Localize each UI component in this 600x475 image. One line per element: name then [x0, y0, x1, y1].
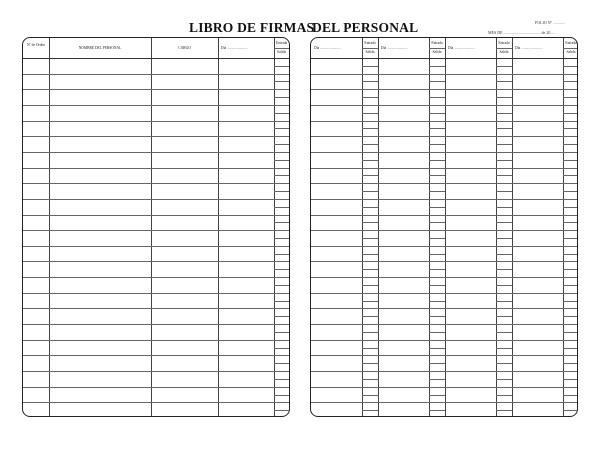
- subrow-line: [496, 81, 512, 82]
- subrow-line: [274, 238, 290, 239]
- subrow-line: [429, 379, 445, 380]
- right-signature-table: [310, 37, 578, 417]
- subrow-line: [274, 395, 290, 396]
- row-line: [311, 152, 577, 153]
- subrow-line: [274, 66, 290, 67]
- subrow-line: [362, 285, 378, 286]
- subrow-line: [496, 285, 512, 286]
- subrow-line: [563, 410, 578, 411]
- day-group-divider: [512, 38, 513, 416]
- header-separator: [311, 58, 577, 59]
- entry-exit-column-divider: [362, 38, 363, 416]
- entry-exit-column-divider: [563, 38, 564, 416]
- row-line: [23, 308, 289, 309]
- day-column-header: Día .......................: [221, 46, 248, 50]
- row-line: [311, 215, 577, 216]
- row-line: [23, 230, 289, 231]
- subrow-line: [496, 363, 512, 364]
- row-line: [23, 121, 289, 122]
- subrow-line: [274, 222, 290, 223]
- subrow-line: [563, 269, 578, 270]
- row-line: [23, 183, 289, 184]
- header-separator: [23, 58, 289, 59]
- subrow-line: [274, 348, 290, 349]
- column-divider: [49, 38, 50, 416]
- subrow-line: [429, 175, 445, 176]
- subrow-line: [496, 348, 512, 349]
- row-line: [311, 261, 577, 262]
- row-line: [23, 277, 289, 278]
- subrow-line: [429, 363, 445, 364]
- subrow-line: [362, 175, 378, 176]
- subrow-line: [429, 191, 445, 192]
- subrow-line: [362, 254, 378, 255]
- row-line: [311, 105, 577, 106]
- row-line: [23, 246, 289, 247]
- subrow-line: [362, 144, 378, 145]
- subrow-line: [563, 285, 578, 286]
- subrow-line: [563, 191, 578, 192]
- subrow-line: [362, 269, 378, 270]
- row-line: [23, 168, 289, 169]
- day-column-header: Día .......................: [314, 46, 341, 50]
- subrow-line: [496, 175, 512, 176]
- entry-column-header: Entrada: [275, 41, 288, 45]
- subrow-line: [563, 113, 578, 114]
- row-line: [311, 183, 577, 184]
- row-line: [23, 105, 289, 106]
- subrow-line: [429, 81, 445, 82]
- subrow-line: [496, 128, 512, 129]
- row-line: [311, 277, 577, 278]
- row-line: [311, 340, 577, 341]
- subrow-line: [274, 285, 290, 286]
- row-line: [23, 324, 289, 325]
- subrow-line: [563, 66, 578, 67]
- subrow-line: [496, 160, 512, 161]
- entry-exit-column-divider: [429, 38, 430, 416]
- subrow-line: [274, 269, 290, 270]
- subrow-line: [496, 269, 512, 270]
- subrow-line: [563, 238, 578, 239]
- subrow-line: [362, 363, 378, 364]
- subrow-line: [362, 410, 378, 411]
- subrow-line: [362, 348, 378, 349]
- subrow-line: [274, 379, 290, 380]
- subrow-line: [274, 113, 290, 114]
- row-line: [23, 152, 289, 153]
- subrow-line: [496, 66, 512, 67]
- subrow-line: [274, 144, 290, 145]
- subrow-line: [496, 410, 512, 411]
- entry-exit-divider: [274, 48, 289, 49]
- subrow-line: [563, 175, 578, 176]
- subrow-line: [274, 97, 290, 98]
- row-line: [311, 121, 577, 122]
- subrow-line: [429, 410, 445, 411]
- subrow-line: [429, 254, 445, 255]
- row-line: [23, 293, 289, 294]
- subrow-line: [274, 160, 290, 161]
- subrow-line: [496, 395, 512, 396]
- entry-exit-divider: [563, 48, 578, 49]
- row-line: [311, 324, 577, 325]
- subrow-line: [362, 207, 378, 208]
- entry-column-header: Entrada: [364, 41, 376, 45]
- subrow-line: [429, 113, 445, 114]
- subrow-line: [496, 113, 512, 114]
- subrow-line: [563, 160, 578, 161]
- subrow-line: [362, 332, 378, 333]
- subrow-line: [563, 395, 578, 396]
- subrow-line: [429, 332, 445, 333]
- subrow-line: [563, 301, 578, 302]
- subrow-line: [362, 222, 378, 223]
- row-line: [23, 215, 289, 216]
- day-group-divider: [445, 38, 446, 416]
- subrow-line: [274, 175, 290, 176]
- row-line: [311, 308, 577, 309]
- month-label: MES DE ..................................... de 20.....: [488, 30, 556, 35]
- exit-column-header: Salida: [365, 50, 375, 54]
- subrow-line: [362, 81, 378, 82]
- day-column-header: Día .......................: [381, 46, 408, 50]
- row-line: [311, 355, 577, 356]
- row-line: [311, 246, 577, 247]
- subrow-line: [429, 207, 445, 208]
- entry-column-header: Entrada: [431, 41, 443, 45]
- day-column-header: Día .......................: [515, 46, 542, 50]
- subrow-line: [362, 113, 378, 114]
- column-divider: [151, 38, 152, 416]
- row-line: [311, 168, 577, 169]
- subrow-line: [429, 269, 445, 270]
- row-line: [23, 261, 289, 262]
- subrow-line: [429, 238, 445, 239]
- row-line: [311, 387, 577, 388]
- subrow-line: [496, 191, 512, 192]
- row-line: [23, 402, 289, 403]
- subrow-line: [274, 191, 290, 192]
- subrow-line: [274, 254, 290, 255]
- left-signature-table: [22, 37, 290, 417]
- subrow-line: [429, 144, 445, 145]
- subrow-line: [274, 301, 290, 302]
- subrow-line: [429, 97, 445, 98]
- subrow-line: [274, 316, 290, 317]
- subrow-line: [496, 238, 512, 239]
- row-line: [23, 355, 289, 356]
- subrow-line: [563, 363, 578, 364]
- row-line: [311, 371, 577, 372]
- subrow-line: [274, 332, 290, 333]
- column-divider: [218, 38, 219, 416]
- row-line: [23, 371, 289, 372]
- row-line: [311, 402, 577, 403]
- subrow-line: [362, 238, 378, 239]
- subrow-line: [274, 128, 290, 129]
- subrow-line: [429, 128, 445, 129]
- subrow-line: [563, 379, 578, 380]
- subrow-line: [362, 97, 378, 98]
- day-group-divider: [378, 38, 379, 416]
- subrow-line: [429, 301, 445, 302]
- subrow-line: [496, 144, 512, 145]
- position-column-header: CARGO: [178, 46, 191, 50]
- row-line: [23, 136, 289, 137]
- subrow-line: [496, 254, 512, 255]
- entry-column-header: Entrada: [498, 41, 510, 45]
- row-line: [311, 89, 577, 90]
- exit-column-header: Salida: [432, 50, 442, 54]
- subrow-line: [496, 301, 512, 302]
- subrow-line: [496, 97, 512, 98]
- subrow-line: [429, 348, 445, 349]
- name-column-header: NOMBRE DEL PERSONAL: [78, 46, 122, 50]
- subrow-line: [274, 81, 290, 82]
- subrow-line: [362, 379, 378, 380]
- subrow-line: [563, 348, 578, 349]
- subrow-line: [429, 66, 445, 67]
- row-line: [23, 74, 289, 75]
- entry-exit-divider: [429, 48, 445, 49]
- row-line: [311, 230, 577, 231]
- subrow-line: [496, 379, 512, 380]
- row-line: [311, 293, 577, 294]
- entry-exit-divider: [496, 48, 512, 49]
- folio-label: FOLIO Nº ............: [535, 20, 565, 25]
- subrow-line: [563, 128, 578, 129]
- column-divider: [274, 38, 275, 416]
- subrow-line: [429, 395, 445, 396]
- subrow-line: [274, 207, 290, 208]
- subrow-line: [563, 97, 578, 98]
- subrow-line: [496, 207, 512, 208]
- subrow-line: [274, 410, 290, 411]
- subrow-line: [563, 207, 578, 208]
- subrow-line: [496, 222, 512, 223]
- entry-column-header: Entrada: [565, 41, 577, 45]
- subrow-line: [563, 332, 578, 333]
- entry-exit-divider: [362, 48, 378, 49]
- subrow-line: [274, 363, 290, 364]
- exit-column-header: Salida: [277, 50, 286, 54]
- subrow-line: [496, 332, 512, 333]
- day-column-header: Día .......................: [448, 46, 475, 50]
- subrow-line: [563, 316, 578, 317]
- exit-column-header: Salida: [499, 50, 509, 54]
- subrow-line: [362, 66, 378, 67]
- subrow-line: [563, 254, 578, 255]
- subrow-line: [362, 128, 378, 129]
- subrow-line: [563, 81, 578, 82]
- subrow-line: [362, 395, 378, 396]
- subrow-line: [429, 222, 445, 223]
- page-title-left: LIBRO DE FIRMAS: [189, 20, 315, 35]
- subrow-line: [429, 160, 445, 161]
- order-number-header: Nº de Orden: [27, 43, 45, 47]
- subrow-line: [563, 144, 578, 145]
- row-line: [23, 89, 289, 90]
- row-line: [23, 387, 289, 388]
- subrow-line: [496, 316, 512, 317]
- subrow-line: [429, 316, 445, 317]
- row-line: [23, 340, 289, 341]
- entry-exit-column-divider: [496, 38, 497, 416]
- subrow-line: [362, 301, 378, 302]
- subrow-line: [429, 285, 445, 286]
- row-line: [23, 199, 289, 200]
- exit-column-header: Salida: [566, 50, 576, 54]
- page-title-right: DEL PERSONAL: [312, 20, 419, 35]
- subrow-line: [563, 222, 578, 223]
- row-line: [311, 74, 577, 75]
- subrow-line: [362, 160, 378, 161]
- row-line: [311, 136, 577, 137]
- row-line: [311, 199, 577, 200]
- subrow-line: [362, 191, 378, 192]
- subrow-line: [362, 316, 378, 317]
